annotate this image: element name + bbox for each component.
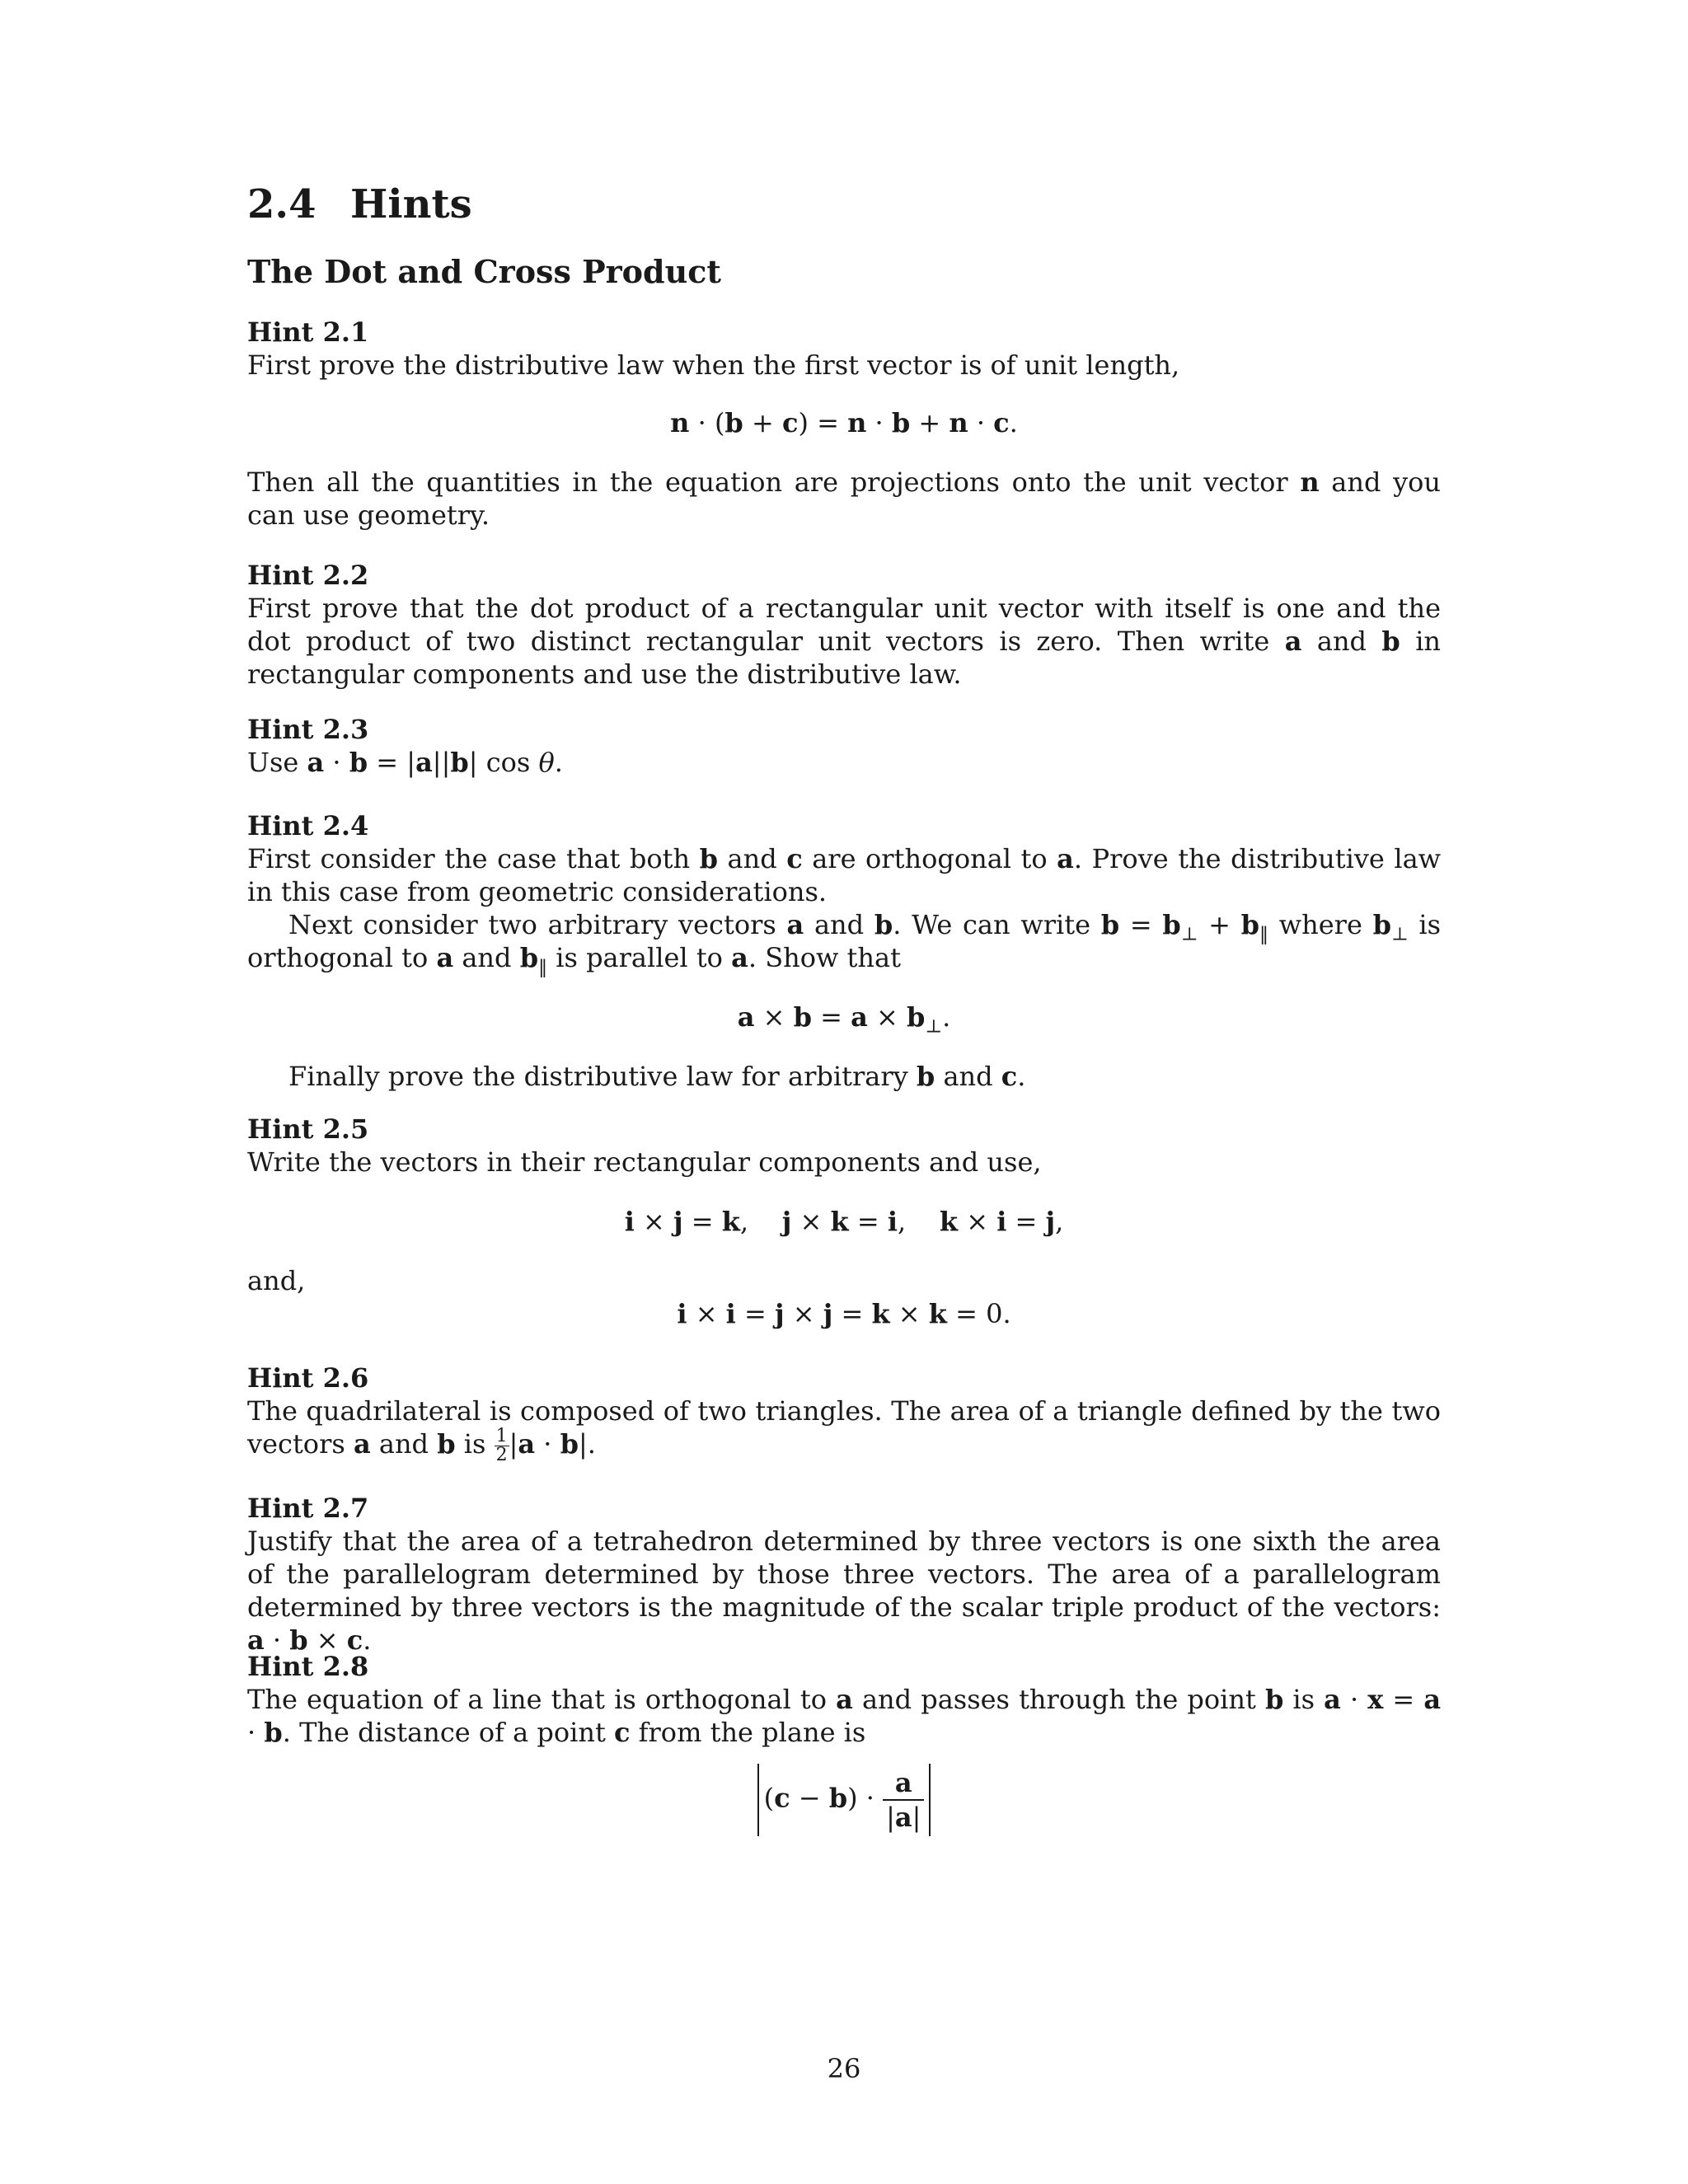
hint-2-7	[247, 1492, 1441, 1657]
equation-self-cross: i × i = j × j = k × k = 0.	[677, 1298, 1011, 1329]
hint-2-4	[247, 809, 1441, 1093]
hint-text	[247, 349, 1441, 382]
equation-cross-perp: $a \times b = a \times b_\perp$.	[737, 1001, 951, 1038]
hint-text: The quadrilateral is composed of two triangles. The area of a triangle defined by the two vectors a and b is $\frac{1}{2}$ |a · b|.	[247, 1395, 1441, 1465]
hint-title: Hint 2.2	[247, 560, 369, 591]
hint-text: Then all the quantities in the equation are projections onto the unit vector n and you can use geometry.	[247, 466, 1442, 531]
equation-distance: (c − b) · $\frac{a}{|a|}$	[247, 1764, 1441, 1836]
hint-text: and,	[247, 1265, 306, 1296]
hint-title: Hint 2.8	[247, 1651, 369, 1682]
equation-unit-cross: i × j = k, j × k = i, k × i = j,	[624, 1206, 1064, 1237]
hint-2-3	[247, 713, 1441, 779]
section-title: Hints	[350, 181, 472, 227]
hint-text: Next consider two arbitrary vectors a and b. We can write $b = b_\perp + b_‖$ where $b_\perp$ is orthogonal to a and $b_‖$ is parallel to a. Show that	[247, 909, 1442, 978]
hint-text: First consider the case that both b and c are orthogonal to a. Prove the distributive law in this case from geometric considerations.	[247, 843, 1442, 907]
fraction-one-half: $\frac{1}{2}$	[495, 1426, 508, 1465]
page-number: 26	[827, 2053, 861, 2084]
hint-2-2	[247, 559, 1441, 691]
hint-2-5	[247, 1113, 1441, 1330]
hint-text: First prove that the dot product of a rectangular unit vector with itself is one and the dot product of two distinct rectangular unit vectors is zero. Then write a and b in rectangular components and use the distributive law.	[247, 593, 1442, 690]
hint-text: The equation of a line that is orthogonal to a and passes through the point b is a · x = a · b. The distance of a point c from the plane is	[247, 1684, 1442, 1748]
hint-text: Finally prove the distributive law for arbitrary b and c.	[288, 1061, 1026, 1092]
hint-title: Hint 2.5	[247, 1113, 369, 1145]
hint-title: Hint 2.6	[247, 1362, 369, 1394]
fraction-unit-a: $\frac{a}{|a|}$	[883, 1766, 924, 1834]
hint-title: Hint 2.4	[247, 810, 369, 841]
hint-title: Hint 2.1	[247, 316, 369, 348]
hint-2-8	[247, 1650, 1441, 1836]
hint-text: Use a · b = |a||b| cos θ.	[247, 747, 563, 778]
hint-title: Hint 2.3	[247, 714, 369, 745]
subsection-heading: The Dot and Cross Product	[247, 253, 721, 290]
text: First prove the distributive law when the first vector is of unit length,	[247, 349, 1180, 381]
text: and you can use geometry.	[247, 466, 1442, 531]
text: Then all the quantities in the equation are projections onto the unit vector	[247, 466, 1288, 498]
section-heading	[247, 181, 472, 227]
equation-distributive-unit: n · (b + c) = n · b + n · c.	[670, 407, 1018, 438]
hint-text: Write the vectors in their rectangular components and use,	[247, 1146, 1042, 1178]
hint-2-6	[247, 1361, 1441, 1465]
hint-title: Hint 2.7	[247, 1493, 369, 1524]
hint-text: Justify that the area of a tetrahedron determined by three vectors is one sixth the area of the parallelogram determined by those three vectors. The area of a parallelogram determined by three vectors is the magnitude of the scalar triple product of the vectors: a · b × c.	[247, 1526, 1441, 1656]
hint-2-1	[247, 316, 1441, 532]
section-number: 2.4	[247, 181, 316, 227]
